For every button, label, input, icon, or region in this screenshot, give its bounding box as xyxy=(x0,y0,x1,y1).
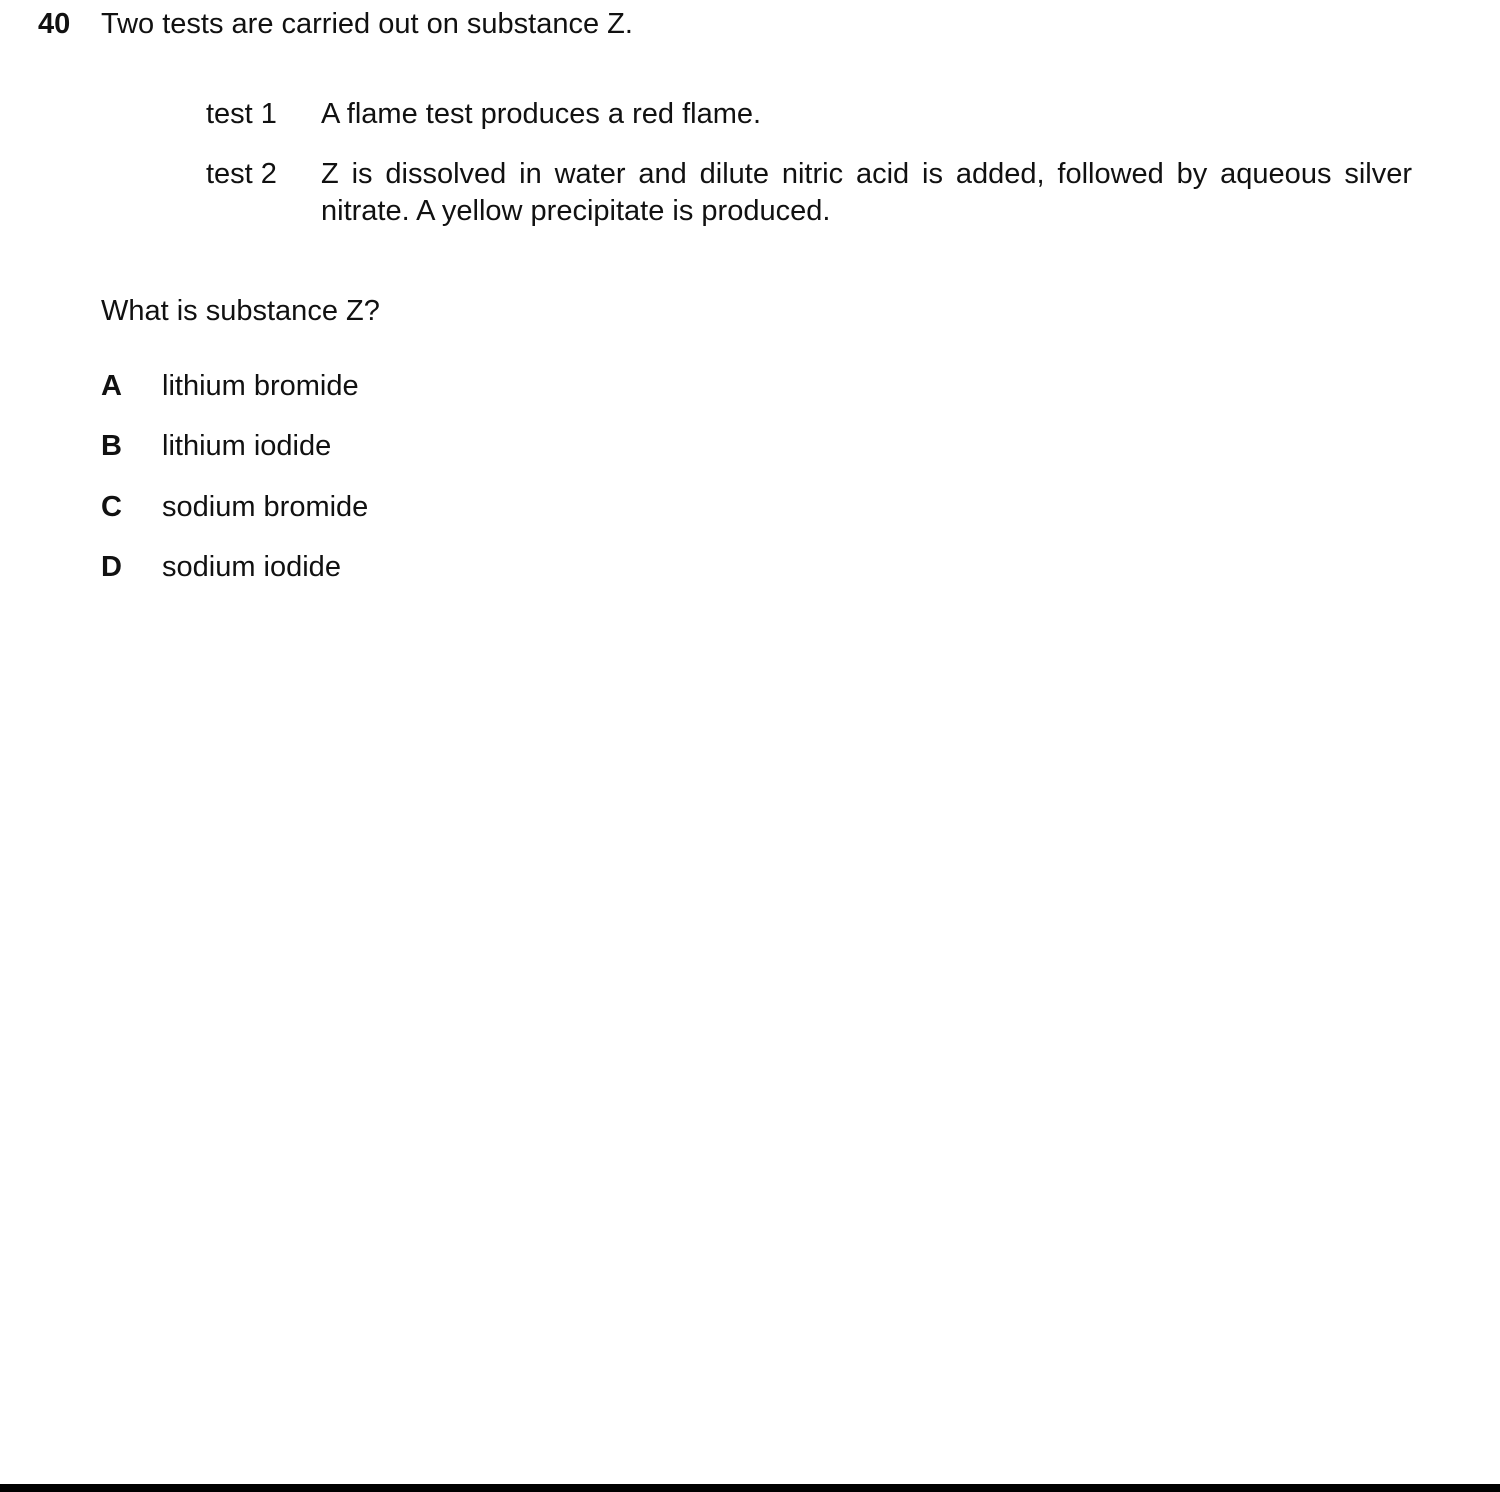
option-letter: B xyxy=(101,430,122,462)
test-description: A flame test produces a red flame. xyxy=(321,98,762,130)
test-description: Z is dissolved in water and dilute nitric acid is added, followed by aqueous silver nitrate. A yellow precipitate is produced. xyxy=(321,158,1412,227)
option-letter: A xyxy=(101,370,122,402)
test-label: test 1 xyxy=(206,98,277,130)
question-stem: Two tests are carried out on substance Z. xyxy=(101,8,633,40)
option-text: sodium bromide xyxy=(162,491,369,523)
option-text: lithium iodide xyxy=(162,430,332,462)
test-label: test 2 xyxy=(206,158,277,190)
question-number: 40 xyxy=(38,8,71,40)
question-prompt: What is substance Z? xyxy=(101,295,380,327)
option-text: lithium bromide xyxy=(162,370,359,402)
page-bottom-border xyxy=(0,1484,1500,1492)
option-text: sodium iodide xyxy=(162,551,341,583)
option-letter: D xyxy=(101,551,122,583)
option-letter: C xyxy=(101,491,122,523)
